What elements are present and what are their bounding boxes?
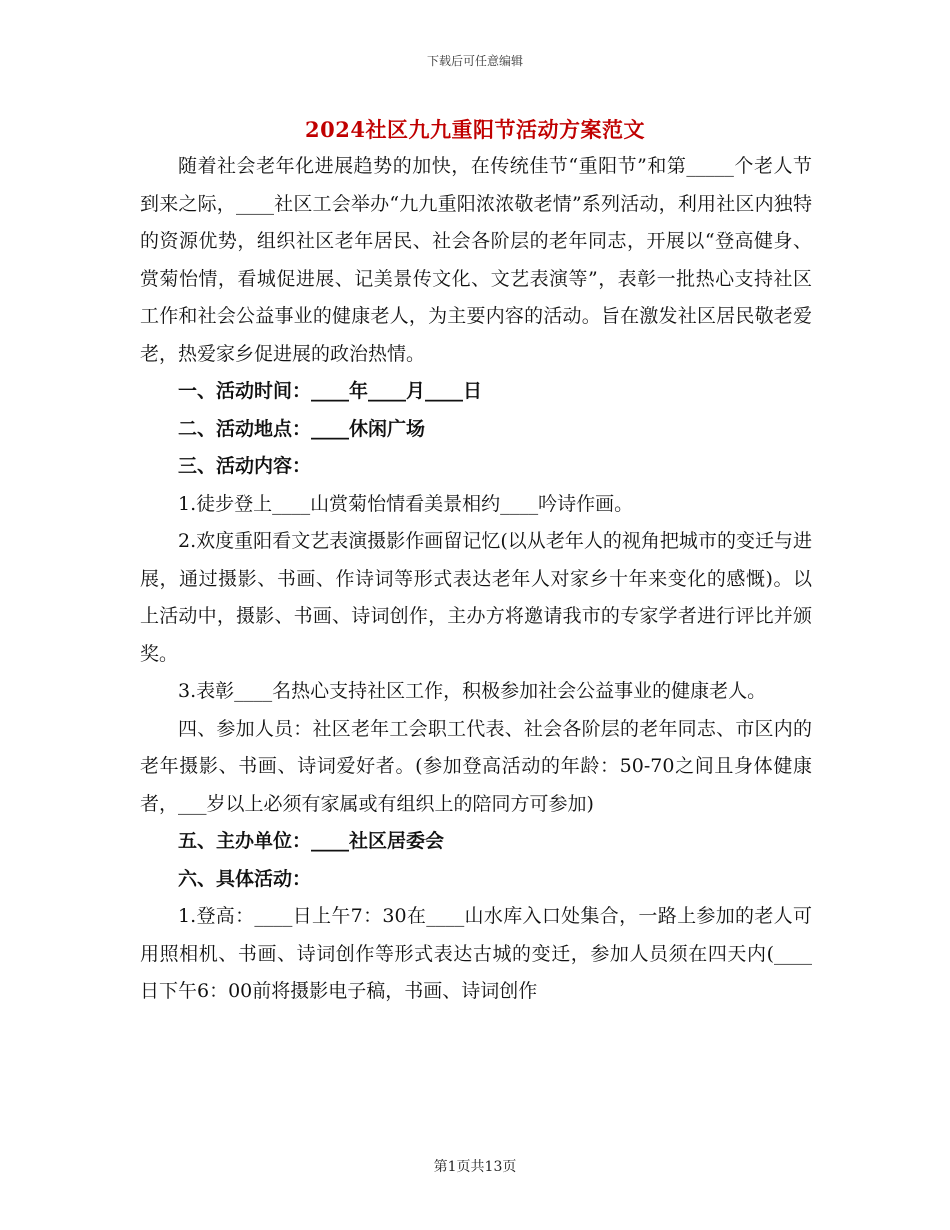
content-item-3: 3.表彰____名热心支持社区工作，积极参加社会公益事业的健康老人。 — [178, 680, 767, 702]
page-header-note: 下载后可任意编辑 — [426, 54, 523, 68]
content-item-2: 2.欢度重阳看文艺表演摄影作画留记忆(以从老年人的视角把城市的变迁与进展，通过摄影、书画、作诗词等形式表达老年人对家乡十年来变化的感慨)。以上活动中，摄影、书画、诗词创作，主办方将邀请我市的专家学者进行评比并颁奖。 — [140, 530, 812, 665]
intro-paragraph: 随着社会老年化进展趋势的加快，在传统佳节“重阳节”和第_____个老人节到来之际，____社区工会举办“九九重阳浓浓敬老情”系列活动，利用社区内独特的资源优势，组织社区老年居民、社会各阶层的老年同志，开展以“登高健身、赏菊怡情，看城促进展、记美景传文化、文艺表演等”，表彰一批热心支持社区工作和社会公益事业的健康老人，为主要内容的活动。旨在激发社区居民敬老爱老，热爱家乡促进展的政治热情。 — [140, 155, 812, 365]
section-heading-location: 二、活动地点：____休闲广场 — [178, 417, 426, 440]
section-heading-activities: 六、具体活动： — [178, 867, 312, 890]
activity-item-1: 1.登高：____日上午7：30在____山水库入口处集合，一路上参加的老人可用照相机、书画、诗词创作等形式表达古城的变迁，参加人员须在四天内(____日下午6：00前将摄影电子稿，书画、诗词创作 — [140, 905, 812, 1002]
content-item-1: 1.徒步登上____山赏菊怡情看美景相约____吟诗作画。 — [178, 492, 634, 515]
section-heading-content: 三、活动内容： — [178, 455, 312, 477]
section-participants: 四、参加人员：社区老年工会职工代表、社会各阶层的老年同志、市区内的老年摄影、书画、诗词爱好者。(参加登高活动的年龄：50-70之间且身体健康者，___岁以上必须有家属或有组织上的陪同方可参加) — [140, 717, 812, 815]
document-title: 2024社区九九重阳节活动方案范文 — [305, 117, 645, 142]
section-heading-organizer: 五、主办单位：____社区居委会 — [178, 830, 445, 852]
section-heading-time: 一、活动时间：____年____月____日 — [178, 380, 483, 402]
document-body — [140, 148, 812, 1011]
page-number-footer: 第1页共13页 — [433, 1159, 517, 1175]
